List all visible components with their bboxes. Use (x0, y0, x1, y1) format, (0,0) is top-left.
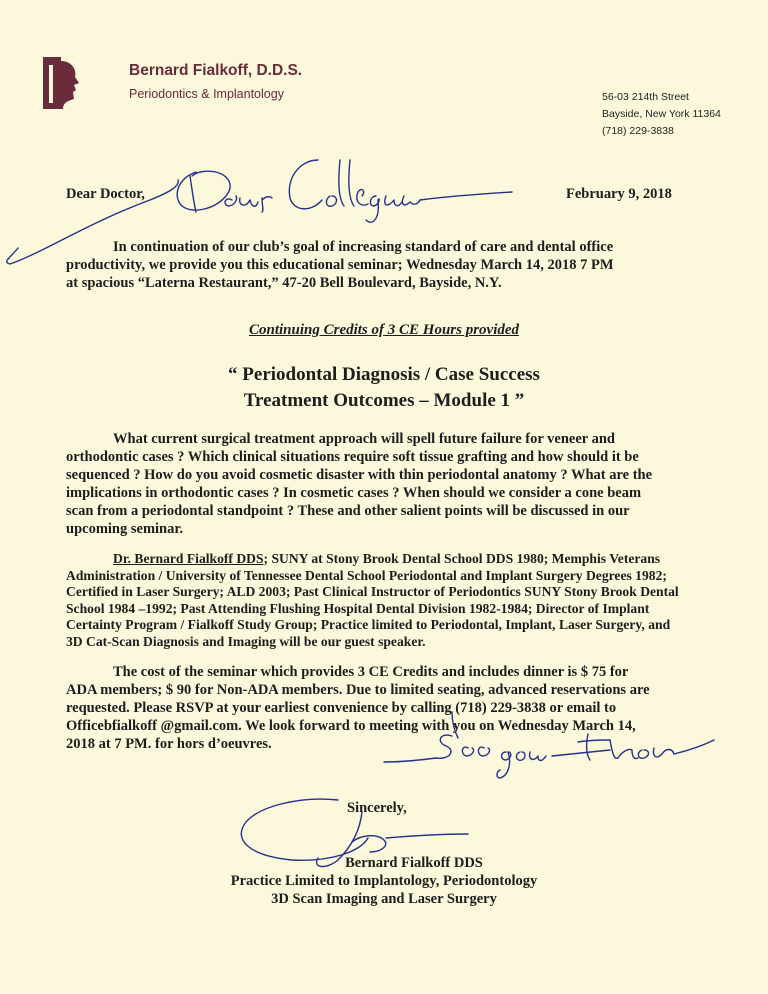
signer-title: Practice Limited to Implantology, Periodontology (230, 873, 538, 889)
signer-name: Bernard Fialkoff DDS (345, 855, 483, 871)
bio-line: School 1984 –1992; Past Attending Flushing Hospital Dental Division 1982-1984; Director of Implant (66, 600, 650, 616)
bio-line: Certainty Program / Fialkoff Study Group; Practice limited to Periodontal, Implant, Laser Surgery, and (66, 617, 671, 632)
cost-line: requested. Please RSVP at your earliest convenience by calling (718) 229-3838 or email to (66, 700, 617, 716)
signer-specialty: 3D Scan Imaging and Laser Surgery (271, 891, 497, 907)
questions-line: What current surgical treatment approach will spell future failure for veneer and (113, 431, 615, 447)
bio-line: Certified in Laser Surgery; ALD 2003; Past Clinical Instructor of Periodontics SUNY Stony Brook Dental (66, 584, 679, 599)
cost-line: 2018 at 7 PM. for hors d’oeuvres. (66, 736, 272, 752)
intro-line: productivity, we provide you this educational seminar; Wednesday March 14, 2018 7 PM (66, 257, 614, 273)
signature-block (0, 854, 768, 908)
greeting: Dear Doctor, (66, 186, 145, 202)
credits-heading: Continuing Credits of 3 CE Hours provided (248, 322, 520, 338)
questions-line: implications in orthodontic cases ? In cosmetic cases ? When should we consider a cone beam (66, 485, 642, 501)
intro-paragraph (66, 238, 686, 292)
cost-line: The cost of the seminar which provides 3 CE Credits and includes dinner is $ 75 for (113, 664, 629, 680)
bio-paragraph (66, 551, 706, 650)
speaker-name: Dr. Bernard Fialkoff DDS (113, 551, 264, 566)
cost-paragraph (66, 663, 706, 753)
closing: Sincerely, (347, 800, 407, 816)
seminar-title-line: “ Periodontal Diagnosis / Case Success (228, 364, 540, 385)
questions-paragraph (66, 430, 706, 538)
questions-line: orthodontic cases ? Which clinical situations require soft tissue grafting and how should it be (66, 449, 639, 465)
seminar-title-line: Treatment Outcomes – Module 1 ” (243, 390, 525, 411)
letterhead-subtitle: Periodontics & Implantology (129, 87, 284, 101)
letterhead-address (602, 89, 721, 140)
address-street: 56-03 214th Street (602, 91, 689, 103)
letterhead-name: Bernard Fialkoff, D.D.S. (129, 62, 303, 79)
letter-date: February 9, 2018 (566, 186, 672, 202)
intro-line: In continuation of our club’s goal of increasing standard of care and dental office (113, 239, 614, 255)
bio-line (66, 551, 706, 568)
bio-line: 3D Cat-Scan Diagnosis and Imaging will be our guest speaker. (66, 633, 426, 649)
seminar-title (0, 362, 768, 414)
questions-line: scan from a periodontal standpoint ? These and other salient points will be discussed in our (66, 503, 630, 519)
address-city: Bayside, New York 11364 (602, 108, 721, 120)
address-phone: (718) 229-3838 (602, 125, 674, 137)
intro-line: at spacious “Laterna Restaurant,” 47-20 Bell Boulevard, Bayside, N.Y. (66, 275, 502, 291)
cost-line: ADA members; $ 90 for Non-ADA members. Due to limited seating, advanced reservations are (66, 682, 650, 698)
questions-line: upcoming seminar. (66, 521, 184, 537)
bio-line: Administration / University of Tennessee Dental School Periodontal and Implant Surgery Degrees 1982; (66, 567, 667, 583)
cost-line: Officebfialkoff @gmail.com. We look forward to meeting with you on Wednesday March 14, (66, 718, 636, 734)
practice-logo (43, 57, 89, 109)
questions-line: sequenced ? How do you avoid cosmetic disaster with thin periodontal anatomy ? What are the (66, 467, 653, 483)
bio-line-rest: ; SUNY at Stony Brook Dental School DDS 1980; Memphis Veterans (263, 551, 661, 566)
